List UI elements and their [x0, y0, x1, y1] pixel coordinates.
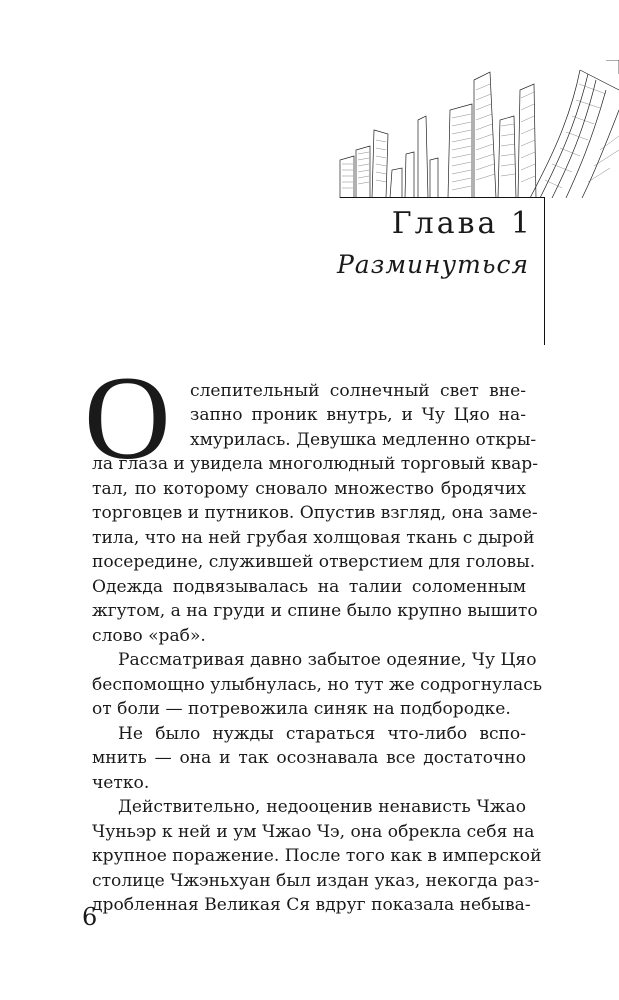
text-line: Чуньэр к ней и ум Чжао Чэ, она обрекла себя на	[92, 822, 535, 842]
text-line: слепительный солнечный свет вне-	[190, 381, 526, 401]
text-line: Действительно, недооценив ненависть Чжао	[118, 797, 526, 817]
text-line: от боли — потревожила синяк на подбородке.	[92, 699, 511, 719]
text-line: дробленная Великая Ся вдруг показала небыва-	[92, 895, 531, 915]
chapter-rule-vertical	[544, 197, 545, 345]
text-line: запно проник внутрь, и Чу Цяо на-	[190, 405, 526, 425]
text-line: жгутом, а на груди и спине было крупно вышито	[92, 601, 538, 621]
skyline-illustration	[330, 60, 619, 198]
text-line: тила, что на ней грубая холщовая ткань с дырой	[92, 528, 535, 548]
text-line: мнить — она и так осознавала все достаточно	[92, 748, 526, 768]
text-line: Одежда подвязывалась на талии соломенным	[92, 577, 526, 597]
text-line: посередине, служившей отверстием для головы.	[92, 552, 536, 572]
drop-cap: О	[84, 351, 171, 484]
text-line: столице Чжэньхуан был издан указ, некогда раз-	[92, 871, 540, 891]
chapter-rule-horizontal	[340, 197, 545, 198]
text-line: Не было нужды стараться что-либо вспо-	[118, 724, 526, 744]
text-line: Рассматривая давно забытое одеяние, Чу Цяо	[118, 650, 537, 670]
page-number: 6	[82, 903, 98, 931]
chapter-title: Глава 1	[391, 206, 533, 241]
text-line: четко.	[92, 773, 150, 793]
text-line: тал, по которому сновало множество бродячих	[92, 479, 526, 499]
text-line: крупное поражение. После того как в имперской	[92, 846, 542, 866]
text-line: торговцев и путников. Опустив взгляд, она заме-	[92, 503, 538, 523]
text-line: хмурилась. Девушка медленно откры-	[190, 430, 537, 450]
text-line: ла глаза и увидела многолюдный торговый квар-	[92, 454, 538, 474]
text-line: беспомощно улыбнулась, но тут же содрогнулась	[92, 675, 543, 695]
chapter-subtitle: Разминуться	[336, 250, 529, 279]
text-line: слово «раб».	[92, 626, 206, 646]
